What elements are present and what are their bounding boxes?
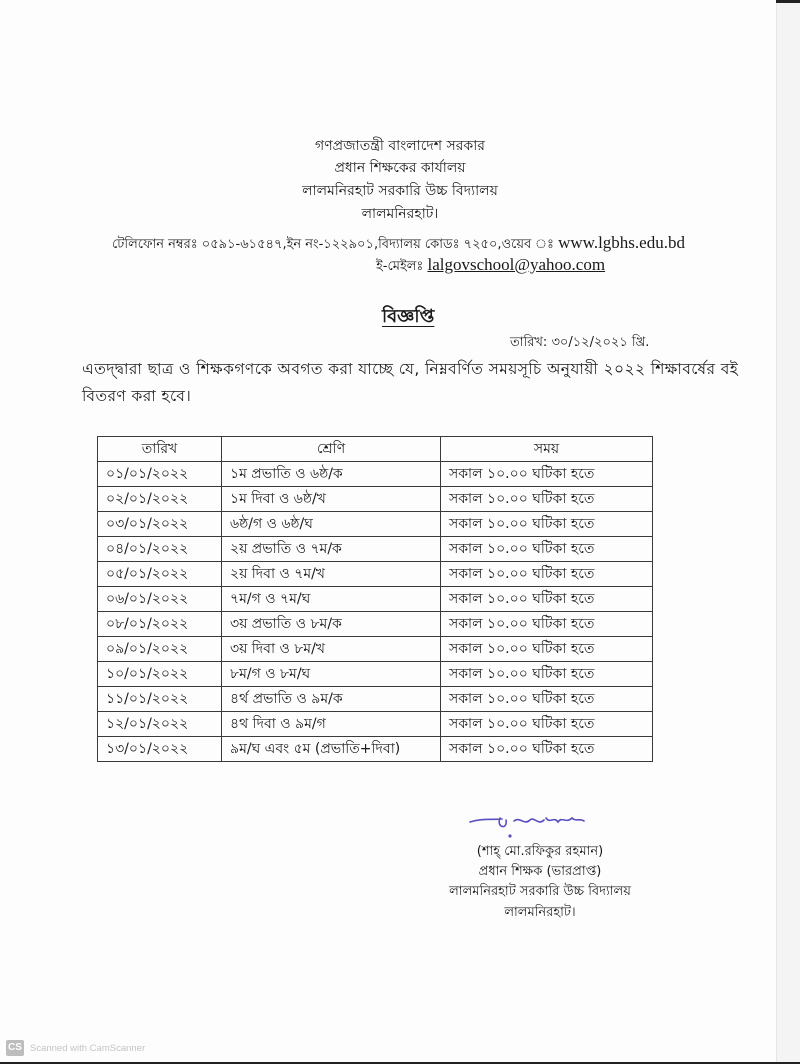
cell-time: সকাল ১০.০০ ঘটিকা হতে [441,487,653,512]
cell-date: ১৩/০১/২০২২ [98,737,222,762]
signature-image [462,808,592,840]
signatory-school: লালমনিরহাট সরকারি উচ্চ বিদ্যালয় [449,884,631,899]
scan-corner-mark [776,0,800,3]
camscanner-logo-icon: CS [6,1040,24,1056]
cell-time: সকাল ১০.০০ ঘটিকা হতে [441,637,653,662]
cell-class: ২য় প্রভাতি ও ৭ম/ক [222,537,441,562]
email-link[interactable]: lalgovschool@yahoo.com [427,255,606,274]
table-row [98,687,653,712]
email-line [376,255,605,278]
notice-date: তারিখ: ৩০/১২/২০২১ খ্রি. [510,335,650,350]
cell-date: ০৬/০১/২০২২ [98,587,222,612]
table-row [98,512,653,537]
cell-class: ৩য় দিবা ও ৮ম/খ [222,637,441,662]
office-name: প্রধান শিক্ষকের কার্যালয় [334,160,466,176]
cell-date: ০৯/০১/২০২২ [98,637,222,662]
cell-time: সকাল ১০.০০ ঘটিকা হতে [441,537,653,562]
cell-class: ১ম প্রভাতি ও ৬ষ্ঠ/ক [222,462,441,487]
school-name: লালমনিরহাট সরকারি উচ্চ বিদ্যালয় [302,183,498,199]
table-header-row [98,437,653,462]
table-row [98,712,653,737]
table-row [98,737,653,762]
cell-class: ৮ম/গ ও ৮ম/ঘ [222,662,441,687]
email-label: ই-মেইলঃ [376,259,428,274]
cell-class: ৩য় প্রভাতি ও ৮ম/ক [222,612,441,637]
schedule-body [98,462,653,762]
col-header-date: তারিখ [98,437,222,462]
signatory-designation: প্রধান শিক্ষক (ভারপ্রাপ্ত) [478,864,602,879]
table-row [98,612,653,637]
scan-edge-strip [776,0,800,1064]
notice-title: বিজ্ঞপ্তি [382,306,435,327]
cell-date: ০৪/০১/২০২২ [98,537,222,562]
cell-time: সকাল ১০.০০ ঘটিকা হতে [441,612,653,637]
cell-date: ১১/০১/২০২২ [98,687,222,712]
cell-class: ২য় দিবা ও ৭ম/খ [222,562,441,587]
table-row [98,562,653,587]
govt-name: গণপ্রজাতন্ত্রী বাংলাদেশ সরকার [315,138,485,154]
cell-date: ১২/০১/২০২২ [98,712,222,737]
col-header-class: শ্রেণি [222,437,441,462]
cell-time: সকাল ১০.০০ ঘটিকা হতে [441,662,653,687]
cell-time: সকাল ১০.০০ ঘটিকা হতে [441,587,653,612]
cell-class: ৪থ দিবা ও ৯ম/গ [222,712,441,737]
signatory-name: (শাহ্ মো.রফিকুর রহমান) [476,844,604,859]
cell-date: ১০/০১/২০২২ [98,662,222,687]
contact-line [112,233,685,256]
cell-time: সকাল ১০.০০ ঘটিকা হতে [441,737,653,762]
schedule-table [97,436,653,762]
school-location: লালমনিরহাট। [361,206,439,222]
cell-date: ০৩/০১/২০২২ [98,512,222,537]
cell-time: সকাল ১০.০০ ঘটিকা হতে [441,712,653,737]
cell-date: ০১/০১/২০২২ [98,462,222,487]
table-row [98,637,653,662]
cell-time: সকাল ১০.০০ ঘটিকা হতে [441,687,653,712]
cell-time: সকাল ১০.০০ ঘটিকা হতে [441,562,653,587]
cell-date: ০৮/০১/২০২২ [98,612,222,637]
table-row [98,587,653,612]
table-row [98,462,653,487]
cell-class: ১ম দিবা ও ৬ষ্ঠ/খ [222,487,441,512]
cell-date: ০৫/০১/২০২২ [98,562,222,587]
cell-class: ৪র্থ প্রভাতি ও ৯ম/ক [222,687,441,712]
table-row [98,487,653,512]
signatory-place: লালমনিরহাট। [504,905,576,920]
website-link[interactable]: www.lgbhs.edu.bd [558,233,685,252]
table-row [98,662,653,687]
cell-class: ৭ম/গ ও ৭ম/ঘ [222,587,441,612]
cell-class: ৬ষ্ঠ/গ ও ৬ষ্ঠ/ঘ [222,512,441,537]
cell-time: সকাল ১০.০০ ঘটিকা হতে [441,462,653,487]
cell-date: ০২/০১/২০২২ [98,487,222,512]
col-header-time: সময় [441,437,653,462]
notice-body: এতদ্দ্বারা ছাত্র ও শিক্ষকগণকে অবগত করা যাচ্ছে যে, নিম্নবর্ণিত সময়সূচি অনুযায়ী ২০২২ শিক্ষাবর্ষের বই বিতরণ করা হবে। [82,360,739,405]
contact-info: টেলিফোন নম্বরঃ ০৫৯১-৬১৫৪৭,ইন নং-১২২৯০১,বিদ্যালয় কোডঃ ৭২৫০,ওয়েব ঃ [112,237,559,252]
table-row [98,537,653,562]
cell-class: ৯ম/ঘ এবং ৫ম (প্রভাতি+দিবা) [222,737,441,762]
camscanner-watermark: Scanned with CamScanner [30,1043,146,1054]
cell-time: সকাল ১০.০০ ঘটিকা হতে [441,512,653,537]
